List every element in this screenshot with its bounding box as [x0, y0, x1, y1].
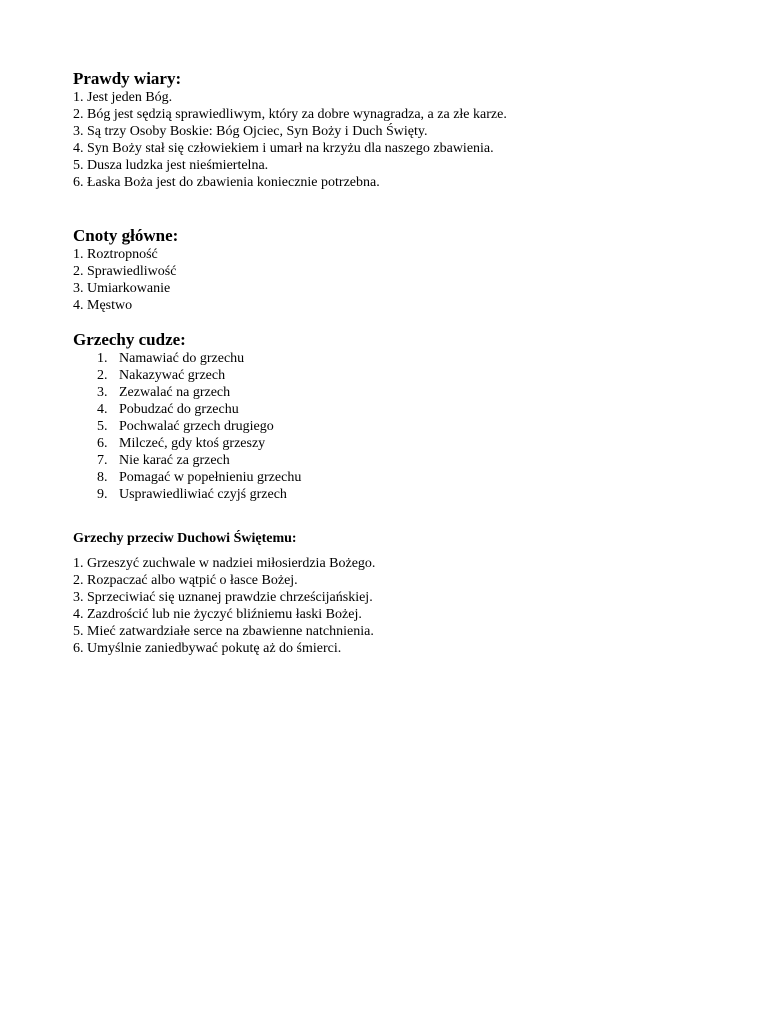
section-title: Grzechy cudze: — [73, 330, 186, 349]
list-item — [73, 486, 713, 503]
list-text: Pobudzać do grzechu — [119, 402, 239, 417]
list-item: 6. Łaska Boża jest do zbawienia koniecznie potrzebna. — [73, 175, 380, 190]
list-item — [73, 401, 713, 418]
list-text: Namawiać do grzechu — [119, 351, 245, 366]
list-item: 6. Umyślnie zaniedbywać pokutę aż do śmierci. — [73, 641, 342, 656]
list-text: Pochwalać grzech drugiego — [119, 419, 274, 434]
list-number: 5. — [97, 419, 108, 434]
list-item — [73, 418, 713, 435]
list-text: Nakazywać grzech — [119, 368, 226, 383]
list-item: 3. Są trzy Osoby Boskie: Bóg Ojciec, Syn Boży i Duch Święty. — [73, 124, 428, 139]
list-item: 1. Roztropność — [73, 247, 158, 262]
section-grzechy-cudze — [73, 330, 713, 503]
section-prawdy-wiary — [73, 69, 713, 191]
list-item: 4. Syn Boży stał się człowiekiem i umarł na krzyżu dla naszego zbawienia. — [73, 141, 494, 156]
list-item: 5. Mieć zatwardziałe serce na zbawienne natchnienia. — [73, 624, 374, 639]
list-number: 2. — [97, 368, 108, 383]
section-title: Grzechy przeciw Duchowi Świętemu: — [73, 531, 297, 546]
list-item: 3. Umiarkowanie — [73, 281, 171, 296]
list-item — [73, 435, 713, 452]
list-text: Usprawiedliwiać czyjś grzech — [119, 487, 287, 502]
list-item: 1. Grzeszyć zuchwale w nadziei miłosierdzia Bożego. — [73, 556, 376, 571]
list-item: 5. Dusza ludzka jest nieśmiertelna. — [73, 158, 269, 173]
list-item: 2. Sprawiedliwość — [73, 264, 177, 279]
list-item — [73, 384, 713, 401]
section-cnoty-glowne — [73, 226, 713, 314]
list-number: 4. — [97, 402, 108, 417]
list-number: 3. — [97, 385, 108, 400]
list-item — [73, 367, 713, 384]
list-number: 7. — [97, 453, 108, 468]
list-item: 4. Męstwo — [73, 298, 133, 313]
section-grzechy-przeciw-duchowi — [73, 530, 713, 657]
list-item — [73, 452, 713, 469]
list-item: 2. Bóg jest sędzią sprawiedliwym, który za dobre wynagradza, a za złe karze. — [73, 107, 507, 122]
list-item: 2. Rozpaczać albo wątpić o łasce Bożej. — [73, 573, 298, 588]
list-number: 6. — [97, 436, 108, 451]
list-number: 1. — [97, 351, 108, 366]
section-title: Cnoty główne: — [73, 226, 179, 245]
list-item: 4. Zazdrościć lub nie życzyć bliźniemu łaski Bożej. — [73, 607, 362, 622]
list-item: 1. Jest jeden Bóg. — [73, 90, 173, 105]
list-item — [73, 469, 713, 486]
list-item — [73, 350, 713, 367]
list-text: Zezwalać na grzech — [119, 385, 231, 400]
list-number: 9. — [97, 487, 108, 502]
list-text: Pomagać w popełnieniu grzechu — [119, 470, 302, 485]
list-text: Nie karać za grzech — [119, 453, 230, 468]
section-title: Prawdy wiary: — [73, 69, 182, 88]
list-text: Milczeć, gdy ktoś grzeszy — [119, 436, 266, 451]
list-number: 8. — [97, 470, 108, 485]
list-item: 3. Sprzeciwiać się uznanej prawdzie chrześcijańskiej. — [73, 590, 373, 605]
